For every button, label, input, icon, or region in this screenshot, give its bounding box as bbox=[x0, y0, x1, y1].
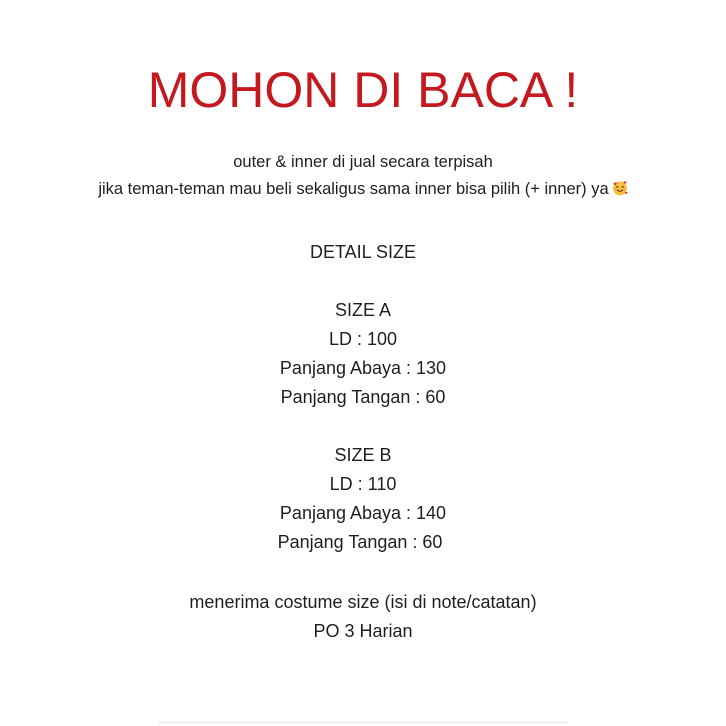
note-text-2: jika teman-teman mau beli sekaligus sama inner bisa pilih (+ inner) ya bbox=[98, 180, 609, 198]
detail-size-heading: DETAIL SIZE bbox=[309, 242, 417, 262]
note-line-1 bbox=[0, 151, 726, 173]
size-a-ld: LD : 100 bbox=[328, 329, 398, 349]
size-b-ld: LD : 110 bbox=[329, 474, 397, 494]
size-b-label: SIZE B bbox=[334, 445, 392, 465]
smiling-face-with-hearts-icon bbox=[612, 180, 628, 196]
bottom-divider bbox=[158, 722, 568, 723]
custom-size-note: menerima costume size (isi di note/catatan) bbox=[189, 592, 537, 612]
size-a-panjang-tangan: Panjang Tangan : 60 bbox=[280, 387, 446, 407]
size-a-panjang-abaya: Panjang Abaya : 130 bbox=[279, 358, 447, 378]
size-b-panjang-tangan: Panjang Tangan : 60 bbox=[277, 532, 443, 552]
page-title: MOHON DI BACA ! bbox=[147, 62, 579, 118]
note-text-1: outer & inner di jual secara terpisah bbox=[233, 153, 493, 171]
note-line-2 bbox=[0, 178, 726, 200]
size-a-label: SIZE A bbox=[334, 300, 392, 320]
po-note: PO 3 Harian bbox=[313, 621, 413, 641]
size-b-panjang-abaya: Panjang Abaya : 140 bbox=[279, 503, 447, 523]
